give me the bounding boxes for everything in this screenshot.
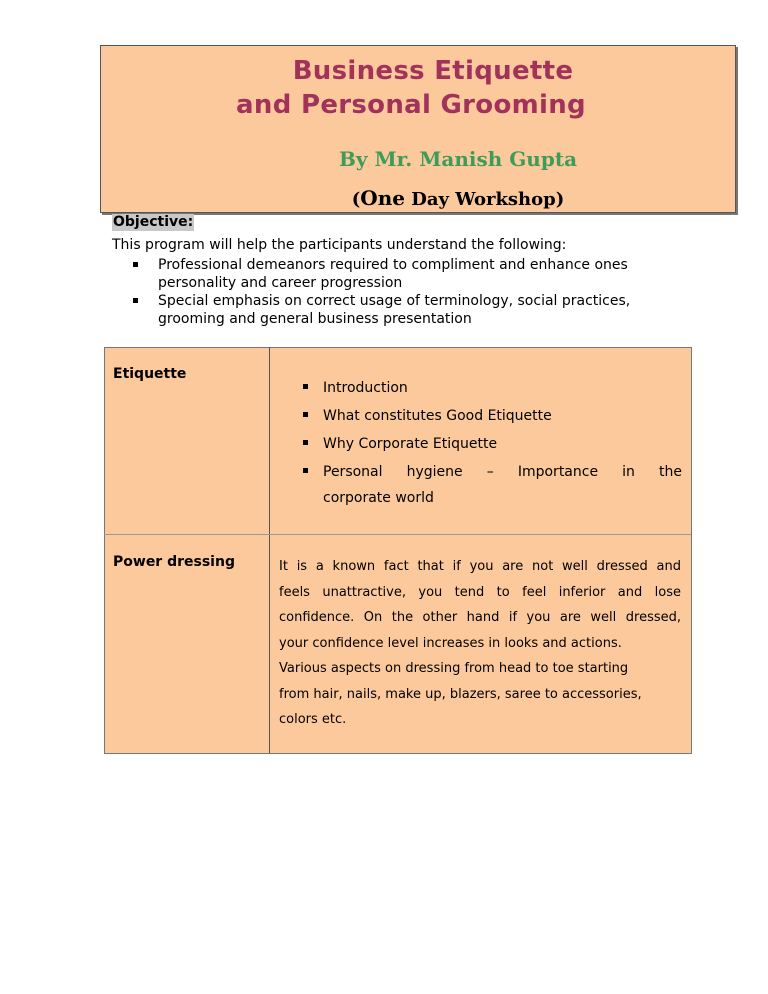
text-line: Various aspects on dressing from head to toe starting	[279, 661, 629, 676]
text-line: your confidence level increases in looks and actions.	[279, 635, 622, 651]
objective-bullet: Special emphasis on correct usage of terminology, social practices, grooming and general business presentation	[130, 292, 650, 328]
table-column-divider	[269, 347, 270, 753]
objective-label: Objective:	[113, 214, 194, 230]
list-item: Introduction	[300, 374, 682, 402]
title-line-2: and Personal Grooming	[236, 90, 586, 120]
table-row-divider	[104, 534, 691, 535]
text-line: from hair, nails, make up, blazers, saree to accessories,	[279, 686, 642, 702]
workshop-big: One	[360, 186, 405, 210]
workshop-open: (	[351, 189, 361, 210]
workshop-label	[101, 186, 735, 210]
text-line: colors etc.	[279, 712, 347, 727]
text-line: It is a known fact that if you are not well dressed and	[279, 559, 681, 574]
title-line-1: Business Etiquette	[292, 56, 574, 86]
text-line: confidence. On the other hand if you are well dressed,	[279, 610, 681, 625]
power-dressing-text	[279, 554, 681, 733]
row-label-etiquette: Etiquette	[113, 366, 187, 382]
objective-bullets	[130, 256, 650, 328]
row-label-power-dressing: Power dressing	[113, 554, 235, 570]
list-item: What constitutes Good Etiquette	[300, 402, 682, 430]
title-box	[100, 45, 736, 213]
etiquette-list	[300, 374, 682, 486]
text-line: feels unattractive, you tend to feel inferior and lose	[279, 584, 681, 600]
list-item: Personal hygiene – Importance in the	[300, 458, 682, 486]
list-item-continuation: corporate world	[323, 490, 434, 506]
objective-bullet: Professional demeanors required to compliment and enhance ones personality and career progression	[130, 256, 650, 292]
objective-intro: This program will help the participants understand the following:	[112, 237, 567, 253]
list-item: Why Corporate Etiquette	[300, 430, 682, 458]
workshop-rest: Day Workshop)	[404, 189, 565, 210]
author: By Mr. Manish Gupta	[338, 147, 578, 171]
